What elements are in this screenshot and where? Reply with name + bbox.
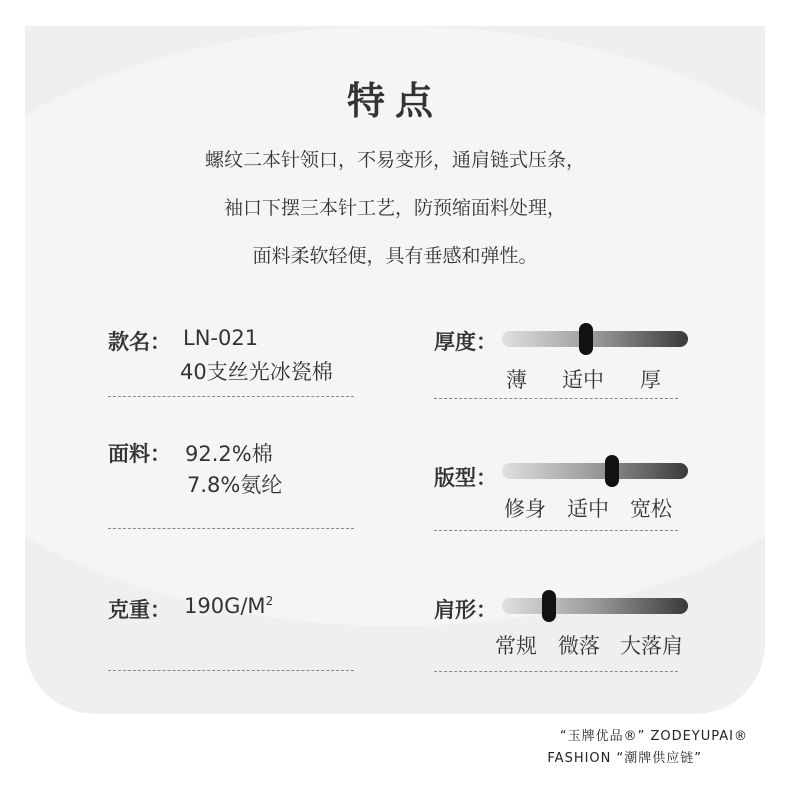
fit-option-slim: 修身 — [504, 497, 546, 521]
fabric-cotton: 92.2%棉 — [185, 442, 273, 466]
divider — [108, 670, 354, 671]
thickness-option-thick: 厚 — [640, 368, 661, 392]
style-label: 款名： — [108, 330, 171, 354]
fit-label: 版型： — [434, 466, 497, 490]
divider — [108, 396, 354, 397]
fabric-spandex: 7.8%氨纶 — [187, 473, 283, 497]
thickness-label: 厚度： — [434, 330, 497, 354]
fabric-label: 面料： — [108, 442, 171, 466]
shoulder-slider-knob — [542, 590, 556, 622]
shoulder-option-slight-drop: 微落 — [558, 634, 600, 658]
thickness-slider-knob — [579, 323, 593, 355]
thickness-option-thin: 薄 — [506, 368, 527, 392]
weight-label: 克重： — [108, 598, 171, 622]
fit-slider — [502, 463, 688, 479]
description-line-2: 袖口下摆三本针工艺，防预缩面料处理， — [223, 197, 566, 219]
fit-slider-knob — [605, 455, 619, 487]
weight-value: $190G/M^2$ — [184, 594, 274, 618]
brand-line-2: FASHION “潮牌供应链” — [547, 751, 702, 766]
divider — [434, 530, 678, 531]
shoulder-option-dropped: 大落肩 — [620, 634, 683, 658]
weight-superscript: 2 — [265, 594, 274, 608]
divider — [434, 398, 678, 399]
divider — [434, 671, 678, 672]
description-line-3: 面料柔软轻便，具有垂感和弹性。 — [252, 245, 538, 267]
shoulder-label: 肩形： — [434, 598, 497, 622]
description-line-1: 螺纹二本针领口，不易变形，通肩链式压条， — [204, 149, 585, 171]
fit-option-loose: 宽松 — [630, 497, 672, 521]
divider — [108, 528, 354, 529]
page-title: 特点 — [346, 79, 443, 123]
thickness-option-medium: 适中 — [562, 368, 604, 392]
thickness-slider — [502, 331, 688, 347]
style-material: 40支丝光冰瓷棉 — [180, 360, 333, 384]
shoulder-slider — [502, 598, 688, 614]
fit-option-regular: 适中 — [567, 497, 609, 521]
brand-line-1: “玉牌优品®” ZODEYUPAI® — [559, 729, 748, 744]
style-code: LN-021 — [183, 326, 259, 350]
shoulder-option-regular: 常规 — [495, 634, 537, 658]
